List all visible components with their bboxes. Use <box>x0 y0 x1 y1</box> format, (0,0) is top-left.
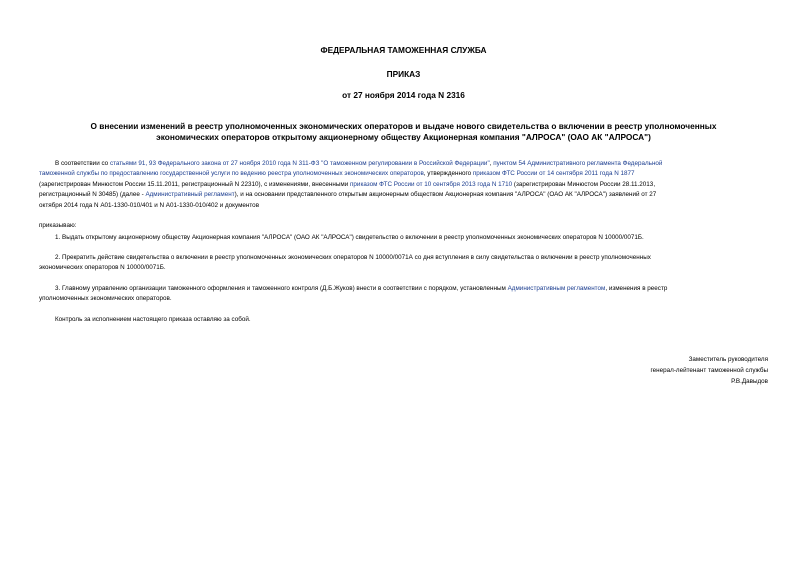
preamble-text: , утвержденного <box>423 170 473 177</box>
preamble-text: В соответствии со <box>55 160 110 167</box>
preamble-text: регистрационный N 30485) (далее - <box>39 191 146 198</box>
preamble-text: (зарегистрирован Минюстом России 28.11.2013, <box>512 181 656 188</box>
order-item-1: 1. Выдать открытому акционерному обществу Акционерная компания "АЛРОСА" (ОАО АК "АЛРОСА") свидетельство о включении в реестр уполномоченных экономических операторов N 10000/0071Б. <box>55 234 644 241</box>
order-item-2-line-1: 2. Прекратить действие свидетельства о включении в реестр уполномоченных экономических операторов N 10000/0071А со дня вступления в силу свидетельства о включении в реестр уполномоченных <box>55 254 651 261</box>
orders-label: приказываю: <box>39 222 77 229</box>
order-item-3-line-2: уполномоченных экономических операторов. <box>39 295 172 302</box>
order-item-2-line-2: экономических операторов N 10000/0071Б. <box>39 264 166 271</box>
preamble-line-5: октября 2014 года N А01-1330-010/401 и N А01-1330-010/402 и документов <box>39 202 260 209</box>
doc-title-line-2: экономических операторов открытому акционерному обществу Акционерная компания "АЛРОСА" (ОАО АК "АЛРОСА") <box>156 132 651 142</box>
order-item-3-line-1 <box>39 284 768 294</box>
agency-name: ФЕДЕРАЛЬНАЯ ТАМОЖЕННАЯ СЛУЖБА <box>320 45 487 55</box>
preamble-line-4 <box>39 190 768 200</box>
order-1710-link[interactable]: приказом ФТС России от 10 сентября 2013 года N 1710 <box>350 181 513 188</box>
signatory-name: Р.В.Давыдов <box>731 378 768 385</box>
preamble-line-3 <box>39 180 768 190</box>
order-1877-link[interactable]: приказом ФТС России от 14 сентября 2011 года N 1877 <box>472 170 635 177</box>
preamble-text: , <box>489 160 494 167</box>
regulation-point-link[interactable]: пунктом 54 Административного регламента Федеральной <box>493 160 663 167</box>
law-link[interactable]: статьями 91, 93 Федерального закона от 27 ноября 2010 года N 311-ФЗ "О таможенном регулировании в Российской Федерации" <box>109 160 490 167</box>
preamble-text: ), и на основании представленного открытым акционерным обществом Акционерная компания "АЛРОСА" (ОАО АК "АЛРОСА") заявлений от 27 <box>234 191 657 198</box>
item-3-text: 3. Главному управлению организации таможенного оформления и таможенного контроля (Д.Б.Жуков) внести в соответствии с порядком, установленным <box>55 285 508 292</box>
preamble-line-2 <box>39 169 768 179</box>
regulation-link[interactable]: таможенной службы по предоставлению государственной услуги по ведению реестра уполномоченных экономических операторов <box>39 170 424 177</box>
admin-regulation-link[interactable]: Административный регламент <box>145 191 235 198</box>
admin-regulation-link[interactable]: Административным регламентом <box>507 285 606 292</box>
preamble-line-1 <box>39 159 768 169</box>
preamble-text: (зарегистрирован Минюстом России 15.11.2011, регистрационный N 22310), с изменениями, внесенными <box>39 181 351 188</box>
item-3-text: , изменения в реестр <box>605 285 668 292</box>
doc-title-line-1: О внесении изменений в реестр уполномоченных экономических операторов и выдаче нового свидетельства о включении в реестр уполномоченных <box>90 121 717 131</box>
signatory-rank: генерал-лейтенант таможенной службы <box>650 367 768 374</box>
doc-type: ПРИКАЗ <box>386 69 421 79</box>
signatory-position: Заместитель руководителя <box>688 356 768 363</box>
control-clause: Контроль за исполнением настоящего приказа оставляю за собой. <box>55 316 251 323</box>
doc-date-number: от 27 ноября 2014 года N 2316 <box>342 90 465 100</box>
